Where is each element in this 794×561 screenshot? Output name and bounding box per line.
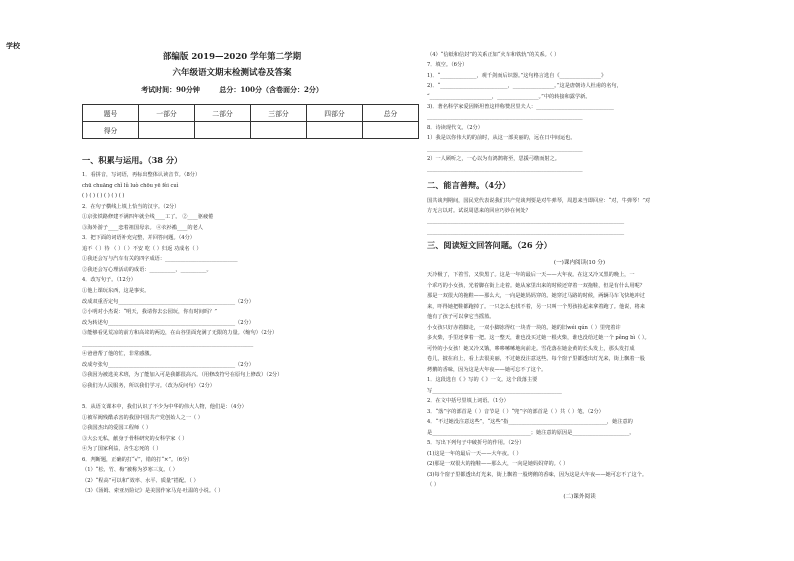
reading-line: 天冷极了，下着雪，又快黑了。这是一年的最后一天——大年夜。在这又冷又黑的晚上，一 [427, 272, 635, 278]
right-question-list [427, 50, 732, 175]
question-line: ①京张铁路修建不满四年就全线____工了。 ②____驱疲倦 [82, 214, 214, 221]
score-header-cell: 二部分 [195, 105, 251, 122]
question-line: 3)．著名科学家爱因斯坦曾这样称赞居里夫人：______________________________ [427, 103, 614, 110]
reading-line: 是______________________________________；她注意的原因是______________________。 [427, 429, 635, 436]
score-header-cell: 三部分 [251, 105, 307, 122]
score-header-cell: 总分 [363, 105, 419, 122]
section-2-line: ____________________________________________________________________________ [427, 218, 625, 225]
question-line: ____________________________________________________________ [427, 114, 583, 121]
reading-line: (2)那是一双很大的拖鞋——那么大，一向是她妈妈穿的。（ ） [427, 461, 569, 467]
question-line: 改成双重否定句_____________________________________________（2分） [82, 298, 254, 305]
score-cell[interactable] [307, 122, 363, 139]
question-line: 追不（ ）待 （ ）（ ）不安 吃（ ）归返 功成名（ ） [82, 245, 202, 252]
question-line: 2)．“__________________________，________________。”这是唐朝诗人杜甫的名句， [427, 83, 622, 90]
reading-1-body [427, 270, 732, 491]
question-line [82, 391, 392, 402]
reading-2-title: (二)课外阅读 [563, 494, 596, 500]
left-question-list [82, 170, 392, 497]
question-line: __________________________________________________________________ [82, 340, 254, 347]
question-line: （4）“信纸和信封”的关系正如“火车和铁轨”的关系。（ ） [427, 52, 560, 58]
score-header-cell: 一部分 [139, 105, 195, 122]
reading-line: 他有了孩子可以拿它当摇篮。 [427, 314, 495, 320]
score-cell[interactable] [363, 122, 419, 139]
reading-line: 那是一双很大的拖鞋——那么大，一向是她妈妈穿的。她穿过马路的时候，两辆马车飞快地冲过 [427, 293, 645, 299]
question-line: 改成夸张句_________________________________________________（2分） [82, 361, 254, 368]
reading-line: 多火柴，手里还拿着一把。这一整天，谁也没买过她一根火柴，谁也没给过她一个 pěng bì（ ）。 [427, 335, 650, 341]
question-line: 1)．“______________，观千剑而后识器。”这句格言选自《________________》 [427, 72, 607, 79]
reading-line: 1．这段选自《 》写的《 》一文。这个段落主要 [427, 377, 538, 383]
question-line: ____________________________________________________________ [427, 166, 583, 173]
question-line: ②我国杰出的爱国工程师（ ） [82, 425, 152, 432]
score-table [82, 104, 419, 139]
reading-line: 可怜的小女孩！她又冷又饿，哆哆嗦嗦地向前走。雪花落在她金黄的长头发上，那头发打成 [427, 345, 635, 352]
question-line: 6．判断题，正确的打“√”，错的打“×”。（6分） [82, 456, 193, 463]
section-2-body [427, 196, 732, 237]
question-line: 4．改写句子。（12分） [82, 277, 136, 284]
question-line: ( ) ( ) ( ) ( ) ( ) ( ) [82, 193, 125, 200]
question-line: ①被军阀残酷杀害的我国中国共产党创始人之一（ ） [82, 414, 203, 421]
question-line: 7．填空。（6分） [427, 62, 468, 69]
exam-title-line-1: 部编版 2019—2020 学年第二学期 [162, 52, 302, 62]
question-line: ③海外游子____恋着祖国母亲。 ④衣衫褴____的老人 [82, 224, 203, 231]
score-cell[interactable] [195, 122, 251, 139]
exam-info: 考试时间：90分钟 总分：100分（含卷面分：2分） [141, 85, 323, 94]
question-line: 1．看拼音，写词语，再标出整体认读音节。（8分） [82, 172, 201, 178]
reading-line: 卷儿，披在肩上，看上去很美丽，不过她没注意这些。每个窗子里都透出灯光来，街上飘着一股 [427, 356, 645, 362]
school-label: 学校 [6, 41, 20, 50]
question-line: ④爸爸帮了他的忙，非常感激。 [82, 351, 155, 358]
reading-line: (1)这是一年的最后一天——大年夜。（ ） [427, 450, 522, 457]
reading-line: 个乖巧的小女孩，光着脚在街上走着。她从家里出来的时候还穿着一双拖鞋，但是有什么用呢？ [427, 282, 645, 289]
question-line: 改为转述句_________________________________________________（2分） [82, 319, 254, 326]
section-3-title: 三、阅读短文回答问题。（26 分） [427, 240, 552, 250]
score-table-score-row [83, 122, 419, 139]
section-2-title: 二、能言善辩。（4分） [427, 180, 511, 190]
section-2-line: 国共谈判期间，国民党代表说我们共产党谈判要是对牛弹琴，周恩来当即回应：“对，牛弹琴！”对 [427, 198, 651, 204]
question-line: “________________________，________________。”中的转接和露学新。 [427, 93, 591, 100]
reading-line: 烤鹅的香味，因为这是大年夜——她可忘不了这个。 [427, 366, 547, 373]
reading-line: 写__________________________________________________ [427, 387, 562, 394]
score-cell[interactable] [251, 122, 307, 139]
question-line: 1）我是以你伟大的的前时，从这一部美丽的，远在日中间运也。 [427, 135, 576, 142]
score-table-header-row [83, 105, 419, 122]
question-line: ____________________________________________________________ [427, 145, 583, 152]
reading-line: 4．“不过她没注意这些”，“这些”指______________________________________，她注意的 [427, 419, 633, 425]
reading-line: 5．写出下列句子中破折号的作用。（2分） [427, 440, 525, 446]
question-line: 2．在句子横线上填上恰当的汉字。（2分） [82, 203, 180, 210]
question-line: ⑤我因为被选美术班，为了能加入可是我都很高兴。（用修改符号在原句上修改）（2分） [82, 372, 283, 379]
score-header-cell: 题号 [83, 105, 139, 122]
reading-line: 来，吓得她把鞋都跑掉了。一只怎么也找不着，另一只叫一个男孩捡起来拿着跑了。他说，将来 [427, 303, 645, 310]
reading-line: 2．在文中括号里填上词语。（1分） [427, 398, 509, 404]
question-line: ③能够看见荒凉的前方和高耸的两边，在山谷里面充满了无限的力量。（缩句）（2分） [82, 330, 278, 337]
score-row-label: 得分 [83, 122, 139, 139]
question-line: ①他上课玩东西，这是事实。 [82, 288, 150, 295]
score-header-cell: 四部分 [307, 105, 363, 122]
section-2-line: 方无言以对。试说周恩来的回应巧妙在何处？ [427, 208, 531, 215]
reading-1-title: (一)课内阅读(10 分) [553, 260, 606, 266]
question-line: chū chuāng chǐ lǔ luò chōu yē fèi cuì [82, 182, 179, 189]
question-line: 5．从语文课本中，我们认识了不少为中华的伟大人物，他们是：（4分） [82, 404, 247, 411]
exam-title-line-2: 六年级语文期末检测试卷及答案 [172, 68, 292, 78]
section-2-line: ____________________________________________________________________________ [427, 228, 625, 235]
question-line: （2）“程高”可以和“效率、水平、质量”搭配。（ ） [82, 477, 199, 484]
question-line: ③大公无私，献身于骨科研究的女科学家（ ） [82, 435, 188, 442]
reading-line: 3．“落”字的部首是（ ）音节是（ ）“兜”字的部首是（ ）共（ ）笔。（2分） [427, 408, 604, 415]
question-line: 3．把下面的词语补充完整，并回答问题。（4分） [82, 235, 195, 242]
question-line: 8．诗读现代文。（2分） [427, 124, 483, 131]
reading-line: （ ） [427, 482, 440, 488]
question-line: ②我还会写心理活动的成语：__________，__________。 [82, 266, 212, 273]
reading-line: (3)每个窗子里都透出灯光来，街上飘着一股烤鹅的香味，因为这是大年夜——她可忘不了这个。 [427, 471, 648, 478]
section-1-title: 一、积累与运用。（38 分） [82, 155, 183, 165]
question-line: （1）“松、竹、梅”被称为岁寒三友。（ ） [82, 467, 178, 474]
question-line: 2）一人顾听之，一心以为有鸿鹄将至，思援弓缴而射之。 [427, 155, 560, 162]
question-line: ①我还会写与汽车有关的四字成语：____________________________ [82, 256, 238, 263]
question-line: ②小明对小杰说：“明天，我请你去公园玩，你有时间吗？” [82, 309, 217, 316]
question-line: ⑥我们为人民服务，所以我们学习。（改为反问句）（2分） [82, 382, 215, 389]
question-line: （3）《汤姆、索亚历险记》是美国作家马克·吐温的小说。（ ） [82, 488, 224, 495]
reading-line: 小女孩只好赤着脚走，一双小脚冻得红一块青一块的。她的旧wéi qún（ ）里兜着许 [427, 324, 621, 331]
question-line: ④为了国家利益，舍生忘死的（ ） [82, 446, 162, 453]
score-cell[interactable] [139, 122, 195, 139]
